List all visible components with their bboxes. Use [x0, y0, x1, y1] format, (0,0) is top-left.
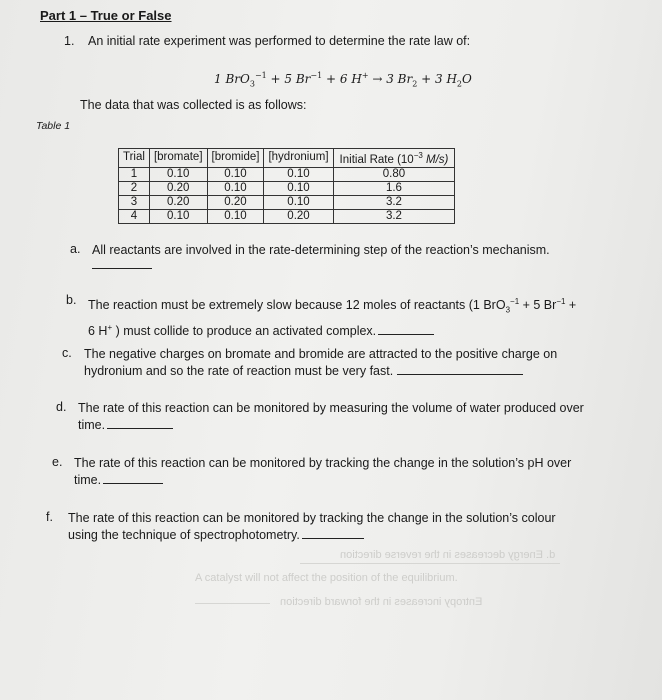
answer-blank-a[interactable] — [92, 257, 152, 269]
cell-trial: 1 — [119, 167, 150, 181]
answer-blank-d[interactable] — [107, 417, 173, 429]
statement-c-text: The negative charges on bromate and bromide are attracted to the positive charge on hydronium and so the rate of reaction must be very fast. — [84, 347, 558, 378]
cell-rate: 3.2 — [333, 209, 455, 223]
cell-hydronium: 0.10 — [264, 181, 333, 195]
answer-blank-e[interactable] — [103, 472, 163, 484]
statement-e-letter: e. — [52, 455, 63, 469]
cell-bromate: 0.10 — [149, 209, 207, 223]
cell-rate: 0.80 — [333, 167, 455, 181]
cell-bromide: 0.10 — [207, 181, 264, 195]
statement-b-letter: b. — [66, 293, 77, 307]
statement-d-text: The rate of this reaction can be monitored by measuring the volume of water produced over time. — [78, 401, 584, 432]
data-intro: The data that was collected is as follows: — [80, 98, 307, 112]
header-initial-rate: Initial Rate ($10^{-3}$ M/s) — [333, 149, 455, 168]
bleed-through-rule-1 — [300, 563, 560, 564]
statement-f-letter: f. — [46, 510, 53, 524]
table-row — [119, 195, 455, 209]
header-bromide: [bromide] — [207, 149, 264, 168]
cell-bromate: 0.20 — [149, 195, 207, 209]
statement-c-letter: c. — [62, 346, 72, 360]
header-bromate: [bromate] — [149, 149, 207, 168]
table-row — [119, 181, 455, 195]
question-text: An initial rate experiment was performed to determine the rate law of: — [88, 34, 471, 48]
bleed-through-line-1: d. Energy decreases in the reverse direction — [340, 549, 556, 561]
cell-bromide: 0.20 — [207, 195, 264, 209]
statement-d-letter: d. — [56, 400, 67, 414]
cell-trial: 2 — [119, 181, 150, 195]
cell-rate: 1.6 — [333, 181, 455, 195]
table-caption: Table 1 — [36, 120, 71, 132]
statement-a-text: All reactants are involved in the rate-determining step of the reaction’s mechanism. — [92, 243, 550, 257]
header-trial: Trial — [119, 149, 150, 168]
answer-blank-c[interactable] — [397, 363, 523, 375]
answer-blank-b[interactable] — [378, 323, 434, 335]
bleed-through-line-3: Entropy increases in the forward direction — [280, 596, 483, 608]
cell-hydronium: 0.20 — [264, 209, 333, 223]
statement-a-letter: a. — [70, 242, 81, 256]
header-hydronium: [hydronium] — [264, 149, 333, 168]
bleed-through-rule-2 — [195, 603, 270, 604]
statement-b-text: The reaction must be extremely slow because 12 moles of reactants (1 BrO$_3^{-1}$ + 5 $Br^{-1}$ + 6 H+ ) must collide to produce an activated complex. — [88, 297, 577, 338]
table-row — [119, 167, 455, 181]
cell-hydronium: 0.10 — [264, 167, 333, 181]
chemical-equation: 1 BrO$_3^{-1}$ + 5 $Br^{-1} + 6$ H+ → 3 $Br_2 + 3$ $H_2O$ — [214, 71, 472, 89]
cell-bromide: 0.10 — [207, 167, 264, 181]
cell-bromate: 0.20 — [149, 181, 207, 195]
bleed-through-line-2: A catalyst will not affect the position of the equilibrium. — [195, 572, 458, 584]
cell-trial: 4 — [119, 209, 150, 223]
cell-bromide: 0.10 — [207, 209, 264, 223]
answer-blank-f[interactable] — [302, 527, 364, 539]
table-header-row — [119, 149, 455, 168]
cell-bromate: 0.10 — [149, 167, 207, 181]
statement-e-text: The rate of this reaction can be monitored by tracking the change in the solution’s pH over time. — [74, 456, 572, 487]
question-number: 1. — [64, 34, 75, 48]
rate-data-table — [118, 148, 455, 224]
page-heading: Part 1 – True or False — [40, 8, 172, 23]
statement-f-text: The rate of this reaction can be monitored by tracking the change in the solution’s colour using the technique of spectrophotometry. — [68, 511, 556, 542]
cell-hydronium: 0.10 — [264, 195, 333, 209]
table-row — [119, 209, 455, 223]
cell-trial: 3 — [119, 195, 150, 209]
cell-rate: 3.2 — [333, 195, 455, 209]
